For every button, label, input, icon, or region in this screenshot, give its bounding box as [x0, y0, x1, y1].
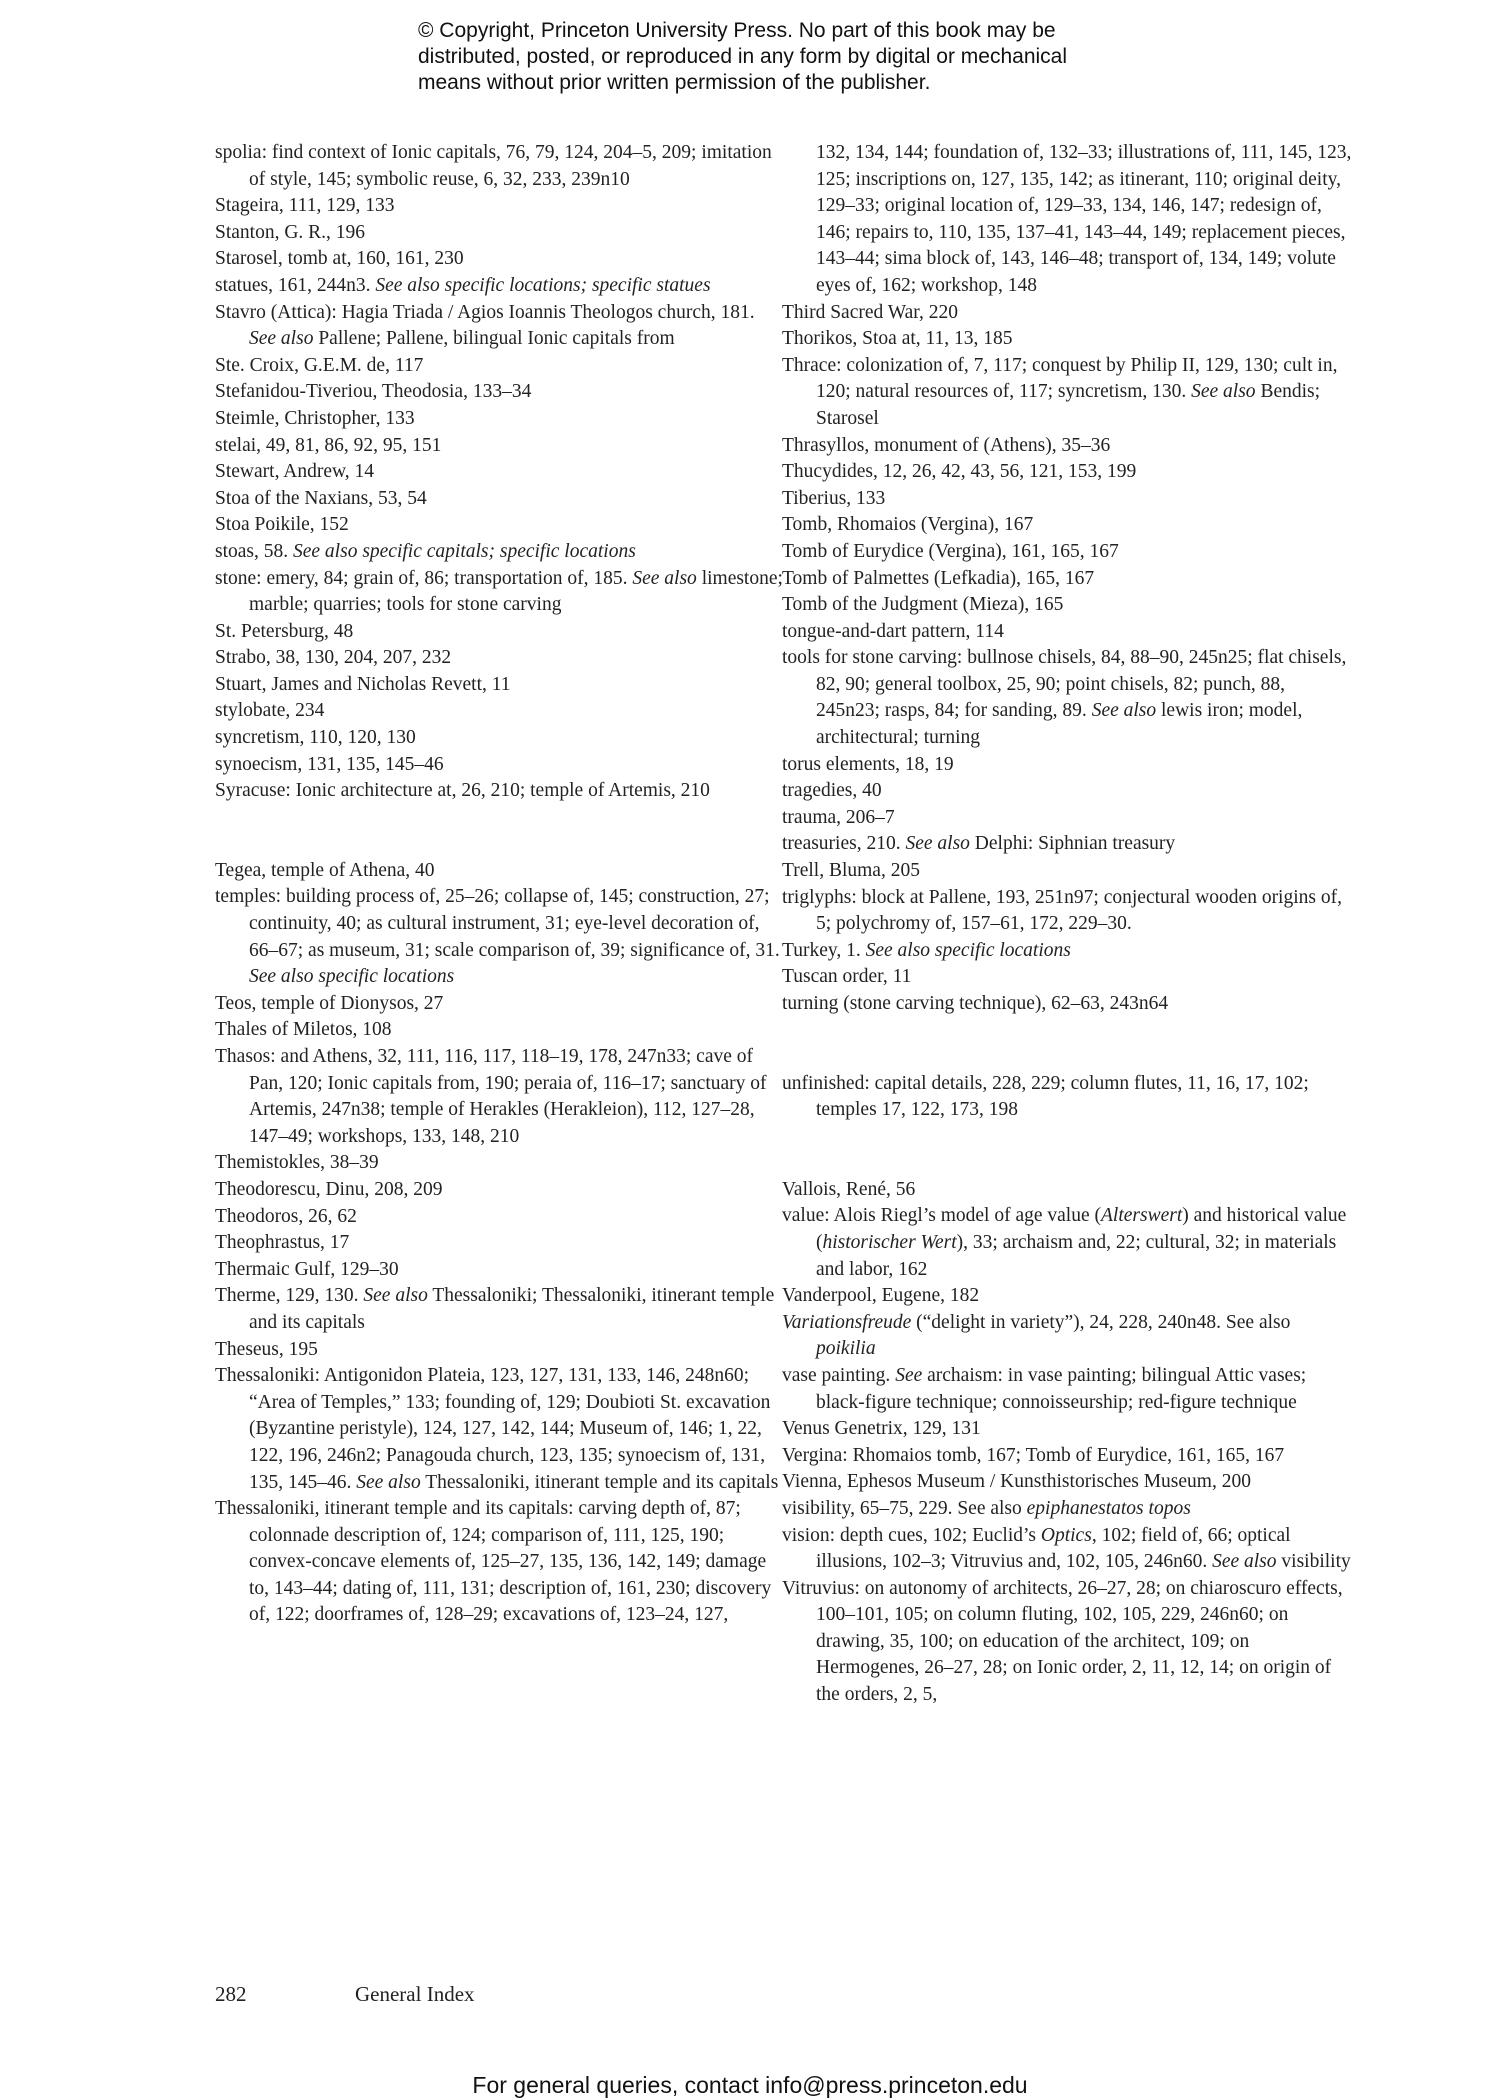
index-text: tools for stone carving: bullnose chisels, 84, 88–90, 245n25; flat chisels, 82, 90; general toolbox, 25, 90; point chisels, 82; punch, 88, 245n23; rasps, 84; for sanding, 89. [782, 647, 1347, 722]
index-text: Ste. Croix, G.E.M. de, 117 [215, 354, 424, 376]
index-entry [215, 858, 785, 885]
index-text: Pallene; Pallene, bilingual Ionic capitals from [313, 328, 675, 350]
index-text: Vallois, René, 56 [782, 1178, 916, 1200]
index-text: Syracuse: Ionic architecture at, 26, 210; temple of Artemis, 210 [215, 780, 710, 802]
index-text: Venus Genetrix, 129, 131 [782, 1418, 981, 1440]
index-entry [215, 1044, 785, 1150]
index-text: 132, 134, 144; foundation of, 132–33; illustrations of, 111, 145, 123, 125; inscriptions on, 127, 135, 142; as itinerant, 110; original deity, 129–33; original location of, 129–33, 134, 146, 147; redesign of, 146; repairs to, 110, 135, 137–41, 143–44, 149; replacement pieces, 143–44; sima block of, 143, 146–48; transport of, 134, 149; volute eyes of, 162; workshop, 148 [816, 142, 1352, 296]
index-entry [782, 1496, 1352, 1523]
index-text: treasuries, 210. [782, 833, 906, 855]
index-text: Starosel, tomb at, 160, 161, 230 [215, 248, 464, 270]
index-text: tongue-and-dart pattern, 114 [782, 620, 1004, 642]
index-entry [782, 433, 1352, 460]
index-entry [782, 1469, 1352, 1496]
copyright-line: means without prior written permission of the publisher. [418, 71, 931, 94]
letter-section-gap [782, 1018, 1352, 1071]
index-text: Thrace: colonization of, 7, 117; conquest by Philip II, 129, 130; cult in, 120; natural resources of, 117; syncretism, 130. [782, 354, 1338, 403]
index-text: Strabo, 38, 130, 204, 207, 232 [215, 647, 452, 669]
index-entry [782, 326, 1352, 353]
index-text: Vitruvius: on autonomy of architects, 26–27, 28; on chiaroscuro effects, 100–101, 105; on column fluting, 102, 105, 229, 246n60; on drawing, 35, 100; on education of the architect, 109; on Hermogenes, 26–27, 28; on Ionic order, 2, 11, 12, 14; on origin of the orders, 2, 5, [782, 1577, 1343, 1706]
index-entry [215, 1204, 785, 1231]
contact-line: For general queries, contact info@press.princeton.edu [472, 2072, 1028, 2098]
index-entry [782, 964, 1352, 991]
index-entry [782, 1283, 1352, 1310]
index-entry [782, 858, 1352, 885]
index-text: stoas, 58. [215, 540, 293, 562]
index-entry [215, 486, 785, 513]
index-text: spolia: find context of Ionic capitals, 76, 79, 124, 204–5, 209; imitation of style, 145; symbolic reuse, 6, 32, 233, 239n10 [215, 142, 772, 190]
index-text: temples: building process of, 25–26; collapse of, 145; construction, 27; continuity, 40; as cultural instrument, 31; eye-level decoration of, 66–67; as museum, 31; scale comparison of, 39; significance of, 31. [215, 886, 780, 961]
index-text: Theseus, 195 [215, 1338, 318, 1360]
index-entry [215, 698, 785, 725]
index-text: Themistokles, 38–39 [215, 1152, 379, 1174]
index-text: Tomb of the Judgment (Mieza), 165 [782, 594, 1064, 616]
index-entry [215, 1177, 785, 1204]
index-entry [782, 512, 1352, 539]
index-text: Tuscan order, 11 [782, 966, 912, 988]
index-text: turning (stone carving technique), 62–63, 243n64 [782, 993, 1169, 1014]
index-entry [782, 805, 1352, 832]
index-entry [782, 885, 1352, 938]
index-entry [215, 353, 785, 380]
index-text: tragedies, 40 [782, 780, 882, 802]
letter-section-gap [215, 805, 785, 858]
index-entry [782, 486, 1352, 513]
index-text: Trell, Bluma, 205 [782, 860, 920, 882]
index-cross-reference: See also specific locations [865, 939, 1071, 961]
index-text: stylobate, 234 [215, 700, 325, 722]
index-column-right [782, 140, 1352, 1709]
index-entry [782, 1416, 1352, 1443]
index-entry [215, 725, 785, 752]
index-entry [782, 300, 1352, 327]
index-entry [215, 406, 785, 433]
page-number: 282 [215, 1982, 247, 2006]
index-text: Thales of Miletos, 108 [215, 1019, 392, 1041]
index-cross-reference: See also [1191, 381, 1256, 403]
index-text: trauma, 206–7 [782, 806, 895, 828]
index-text: lewis iron; model, architectural; turning [816, 700, 1303, 749]
index-entry [215, 300, 785, 353]
index-text: statues, 161, 244n3. [215, 274, 376, 296]
index-cross-reference: poikilia [816, 1338, 876, 1360]
index-cross-reference: epiphanestatos topos [1026, 1497, 1191, 1519]
index-cross-reference: historischer Wert [822, 1231, 957, 1253]
index-text: Vanderpool, Eugene, 182 [782, 1285, 980, 1307]
index-text: St. Petersburg, 48 [215, 620, 354, 642]
index-entry [782, 566, 1352, 593]
index-entry [215, 1363, 785, 1496]
index-entry [782, 1203, 1352, 1283]
index-text: Thermaic Gulf, 129–30 [215, 1258, 399, 1280]
copyright-notice [418, 18, 1178, 96]
index-text: value: Alois Riegl’s model of age value ( [782, 1205, 1101, 1227]
index-cross-reference: See also specific locations; specific statues [375, 274, 711, 296]
index-text: torus elements, 18, 19 [782, 753, 954, 775]
index-text: syncretism, 110, 120, 130 [215, 727, 416, 749]
index-text: Bendis; Starosel [816, 381, 1321, 429]
index-text: Tomb of Palmettes (Lefkadia), 165, 167 [782, 567, 1095, 589]
index-text: Theodoros, 26, 62 [215, 1205, 357, 1227]
index-entry [782, 1523, 1352, 1576]
index-text: Tomb of Eurydice (Vergina), 161, 165, 167 [782, 540, 1119, 562]
index-cross-reference: See also [1091, 700, 1157, 722]
index-text: Tiberius, 133 [782, 487, 886, 509]
index-text: Stuart, James and Nicholas Revett, 11 [215, 673, 511, 695]
index-cross-reference: Optics [1040, 1524, 1092, 1546]
index-text: Thucydides, 12, 26, 42, 43, 56, 121, 153, 199 [782, 461, 1137, 483]
index-text: Tomb, Rhomaios (Vergina), 167 [782, 514, 1034, 536]
page-footer [215, 1982, 475, 2007]
index-entry [782, 1310, 1352, 1363]
copyright-line: distributed, posted, or reproduced in any form by digital or mechanical [418, 45, 1068, 68]
index-entry [782, 619, 1352, 646]
index-entry [782, 1443, 1352, 1470]
index-entry-continued [782, 140, 1352, 300]
index-text: Vienna, Ephesos Museum / Kunsthistorisches Museum, 200 [782, 1471, 1251, 1493]
index-text: Stoa of the Naxians, 53, 54 [215, 487, 427, 509]
running-title: General Index [355, 1982, 475, 2006]
index-cross-reference: See also [905, 833, 970, 855]
index-entry [215, 539, 785, 566]
index-entry [215, 991, 785, 1018]
index-entry [215, 433, 785, 460]
index-entry [782, 459, 1352, 486]
index-entry [215, 379, 785, 406]
index-cross-reference: See [895, 1364, 923, 1386]
index-cross-reference: See also [1212, 1551, 1277, 1573]
index-entry [215, 273, 785, 300]
index-text: Therme, 129, 130. [215, 1285, 364, 1307]
index-entry [782, 1071, 1352, 1124]
index-entry [782, 831, 1352, 858]
index-cross-reference: See also [363, 1285, 428, 1307]
index-text: Theodorescu, Dinu, 208, 209 [215, 1178, 443, 1200]
index-text: Theophrastus, 17 [215, 1232, 350, 1254]
index-text: unfinished: capital details, 228, 229; column flutes, 11, 16, 17, 102; temples 17, 122, 173, 198 [782, 1072, 1309, 1121]
index-entry [215, 140, 785, 193]
index-text: ) and historical value ( [816, 1205, 1347, 1253]
copyright-line: © Copyright, Princeton University Press. No part of this book may be [418, 19, 1056, 42]
index-text: Third Sacred War, 220 [782, 301, 958, 323]
index-entry [782, 938, 1352, 965]
index-text: visibility [1276, 1551, 1351, 1573]
index-text: vase painting. [782, 1364, 896, 1386]
index-text: triglyphs: block at Pallene, 193, 251n97; conjectural wooden origins of, 5; polychromy of, 157–61, 172, 229–30. [782, 886, 1342, 935]
index-entry [782, 539, 1352, 566]
index-text: (“delight in variety”), 24, 228, 240n48. See also [911, 1311, 1291, 1333]
index-entry [782, 1363, 1352, 1416]
index-entry [782, 645, 1352, 751]
index-entry [215, 566, 785, 619]
index-text: Stageira, 111, 129, 133 [215, 195, 395, 217]
index-entry [215, 645, 785, 672]
index-text: Thasos: and Athens, 32, 111, 116, 117, 118–19, 178, 247n33; cave of Pan, 120; Ionic capitals from, 190; peraia of, 116–17; sanctuary of Artemis, 247n38; temple of Herakles (Herakleion), 112, 127–28, 147–49; workshops, 133, 148, 210 [215, 1046, 767, 1147]
index-text: ), 33; archaism and, 22; cultural, 32; in materials and labor, 162 [816, 1231, 1337, 1280]
index-cross-reference: See also specific capitals; specific locations [293, 540, 636, 562]
index-cross-reference: See also [356, 1471, 421, 1493]
index-entry [215, 220, 785, 247]
index-entry [782, 752, 1352, 779]
index-text: visibility, 65–75, 229. See also [782, 1497, 1027, 1519]
index-entry [215, 619, 785, 646]
index-text: , 102; field of, 66; optical illusions, 102–3; Vitruvius and, 102, 105, 246n60. [816, 1524, 1291, 1573]
index-text: Stoa Poikile, 152 [215, 514, 349, 536]
index-entry [215, 246, 785, 273]
index-text: synoecism, 131, 135, 145–46 [215, 753, 444, 775]
index-entry [215, 1496, 785, 1629]
index-cross-reference: Alterswert [1100, 1205, 1183, 1227]
index-cross-reference: See also specific locations [249, 966, 455, 988]
index-entry [782, 1576, 1352, 1709]
index-text: Thessaloniki, itinerant temple and its capitals: carving depth of, 87; colonnade description of, 124; comparison of, 111, 125, 190; convex-concave elements of, 125–27, 135, 136, 142, 149; damage to, 143–44; dating of, 111, 131; description of, 161, 230; discovery of, 122; doorframes of, 128–29; excavations of, 123–24, 127, [215, 1498, 772, 1626]
index-text: Stavro (Attica): Hagia Triada / Agios Ioannis Theologos church, 181. [215, 301, 755, 323]
index-entry [215, 459, 785, 486]
index-text: Thessaloniki, itinerant temple and its capitals [420, 1471, 779, 1493]
index-text: Thrasyllos, monument of (Athens), 35–36 [782, 434, 1111, 456]
index-entry [215, 1337, 785, 1364]
index-text: Steimle, Christopher, 133 [215, 407, 415, 429]
index-text: limestone; marble; quarries; tools for stone carving [249, 567, 783, 616]
index-entry [215, 1017, 785, 1044]
index-entry [215, 1283, 785, 1336]
index-entry [782, 778, 1352, 805]
index-text: Thorikos, Stoa at, 11, 13, 185 [782, 328, 1013, 350]
index-text: Stanton, G. R., 196 [215, 221, 366, 243]
index-column-left [215, 140, 785, 1629]
index-entry [215, 512, 785, 539]
index-entry [215, 1257, 785, 1284]
index-text: vision: depth cues, 102; Euclid’s [782, 1524, 1041, 1546]
index-text: Vergina: Rhomaios tomb, 167; Tomb of Eurydice, 161, 165, 167 [782, 1444, 1285, 1466]
index-text: Tegea, temple of Athena, 40 [215, 859, 435, 881]
index-entry [215, 672, 785, 699]
index-text: Stefanidou-Tiveriou, Theodosia, 133–34 [215, 381, 532, 403]
index-text: stelai, 49, 81, 86, 92, 95, 151 [215, 434, 442, 456]
index-entry [215, 1150, 785, 1177]
index-entry [215, 193, 785, 220]
index-text: Thessaloniki: Antigonidon Plateia, 123, 127, 131, 133, 146, 248n60; “Area of Temples,” 133; founding of, 129; Doubioti St. excavation (Byzantine peristyle), 124, 127, 142, 144; Museum of, 146; 1, 22, 122, 196, 246n2; Panagouda church, 123, 135; synoecism of, 131, 135, 145–46. [215, 1365, 771, 1493]
index-text: Thessaloniki; Thessaloniki, itinerant temple and its capitals [249, 1285, 775, 1333]
index-cross-reference: See also [249, 328, 314, 350]
index-entry [215, 1230, 785, 1257]
index-entry [215, 778, 785, 805]
index-entry [215, 884, 785, 990]
index-entry [782, 1177, 1352, 1204]
index-text: Stewart, Andrew, 14 [215, 461, 375, 483]
index-cross-reference: See also [632, 567, 697, 589]
index-text: Turkey, 1. [782, 939, 866, 961]
index-entry [782, 592, 1352, 619]
index-text: stone: emery, 84; grain of, 86; transportation of, 185. [215, 567, 633, 589]
index-entry [215, 752, 785, 779]
index-entry [782, 991, 1352, 1018]
index-cross-reference: Variationsfreude [782, 1311, 912, 1333]
index-entry [782, 353, 1352, 433]
index-text: Delphi: Siphnian treasury [969, 833, 1176, 855]
index-text: archaism: in vase painting; bilingual Attic vases; black-figure technique; connoisseurship; red-figure technique [816, 1364, 1307, 1413]
index-text: Teos, temple of Dionysos, 27 [215, 992, 444, 1014]
letter-section-gap [782, 1124, 1352, 1177]
